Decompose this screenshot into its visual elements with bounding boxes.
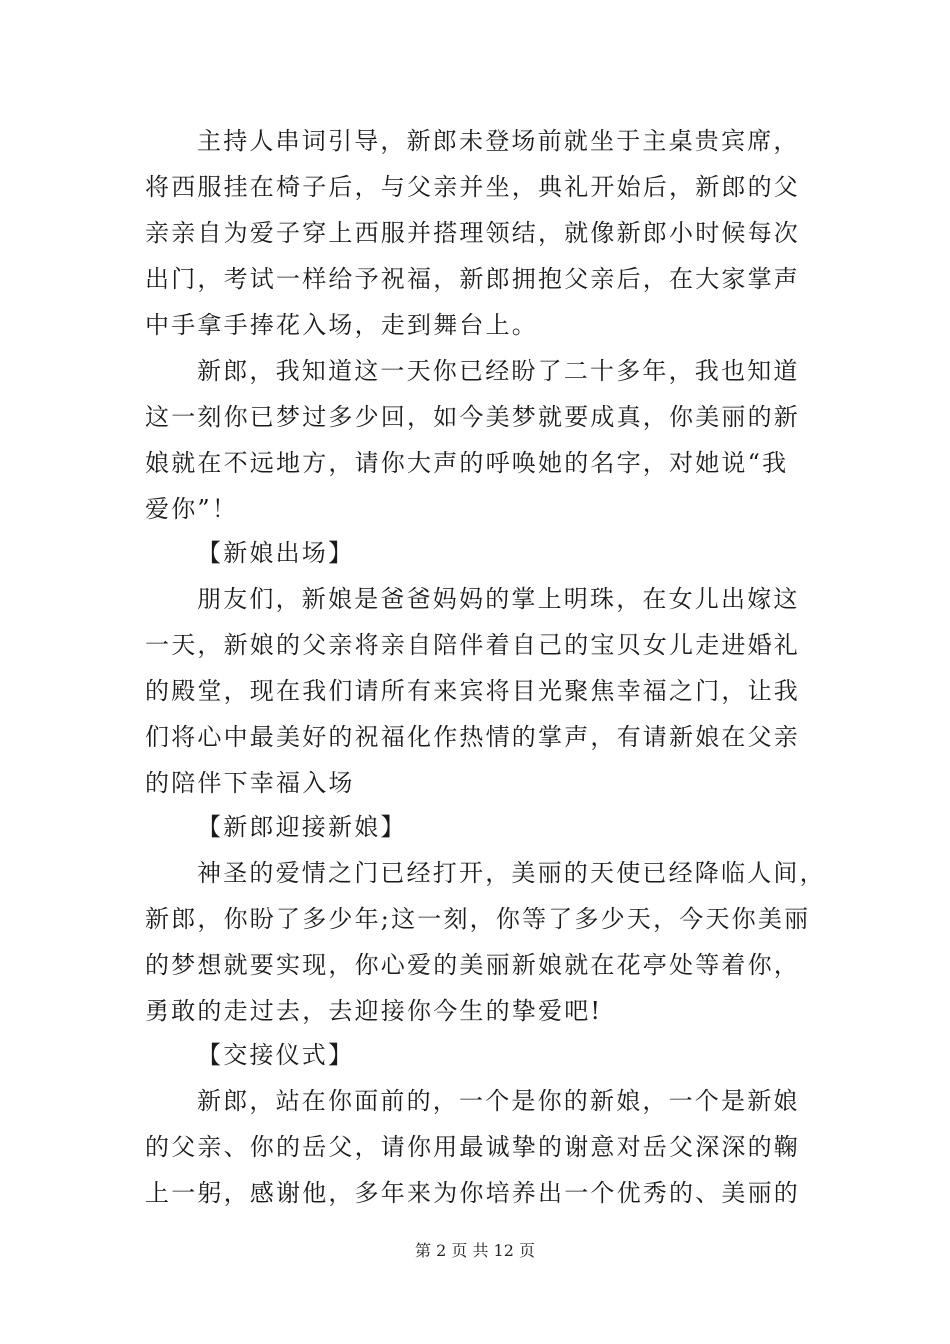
paragraph-line: 勇敢的走过去，去迎接你今生的挚爱吧! bbox=[145, 997, 603, 1025]
paragraph-line: 娘就在不远地方，请你大声的呼唤她的名字，对她说“我 bbox=[145, 449, 789, 477]
paragraph-line: 新郎，站在你面前的，一个是你的新娘，一个是新娘 bbox=[197, 1087, 800, 1115]
paragraph-line: 这一刻你已梦过多少回，如今美梦就要成真，你美丽的新 bbox=[145, 403, 800, 431]
paragraph-line: 的殿堂，现在我们请所有来宾将目光聚焦幸福之门，让我 bbox=[145, 677, 800, 705]
section-heading: 【新郎迎接新娘】 bbox=[197, 813, 407, 841]
paragraph-line: 的陪伴下幸福入场 bbox=[145, 769, 355, 797]
paragraph-line: 中手拿手捧花入场，走到舞台上。 bbox=[145, 311, 538, 339]
paragraph-line: 上一躬，感谢他，多年来为你培养出一个优秀的、美丽的 bbox=[145, 1179, 800, 1207]
paragraph-line: 将西服挂在椅子后，与父亲并坐，典礼开始后，新郎的父 bbox=[145, 173, 800, 201]
paragraph-line: 一天，新娘的父亲将亲自陪伴着自己的宝贝女儿走进婚礼 bbox=[145, 631, 800, 659]
paragraph-line: 的梦想就要实现，你心爱的美丽新娘就在花亭处等着你， bbox=[145, 951, 800, 979]
paragraph-line: 新郎，你盼了多少年;这一刻，你等了多少天，今天你美丽 bbox=[145, 905, 811, 933]
page-footer: 第 2 页 共 12 页 bbox=[415, 1241, 535, 1260]
paragraph-line: 的父亲、你的岳父，请你用最诚挚的谢意对岳父深深的鞠 bbox=[145, 1133, 800, 1161]
paragraph-line: 神圣的爱情之门已经打开，美丽的天使已经降临人间， bbox=[197, 859, 826, 887]
paragraph-line: 爱你”！ bbox=[145, 495, 239, 523]
paragraph-line: 们将心中最美好的祝福化作热情的掌声，有请新娘在父亲 bbox=[145, 723, 800, 751]
paragraph-line: 朋友们，新娘是爸爸妈妈的掌上明珠，在女儿出嫁这 bbox=[197, 585, 800, 613]
paragraph-line: 新郎，我知道这一天你已经盼了二十多年，我也知道 bbox=[197, 357, 800, 385]
section-heading: 【新娘出场】 bbox=[197, 539, 355, 567]
paragraph-line: 主持人串词引导，新郎未登场前就坐于主桌贵宾席， bbox=[197, 127, 800, 155]
section-heading: 【交接仪式】 bbox=[197, 1041, 355, 1069]
paragraph-line: 亲亲自为爱子穿上西服并搭理领结，就像新郎小时候每次 bbox=[145, 219, 800, 247]
paragraph-line: 出门，考试一样给予祝福，新郎拥抱父亲后，在大家掌声 bbox=[145, 265, 800, 293]
